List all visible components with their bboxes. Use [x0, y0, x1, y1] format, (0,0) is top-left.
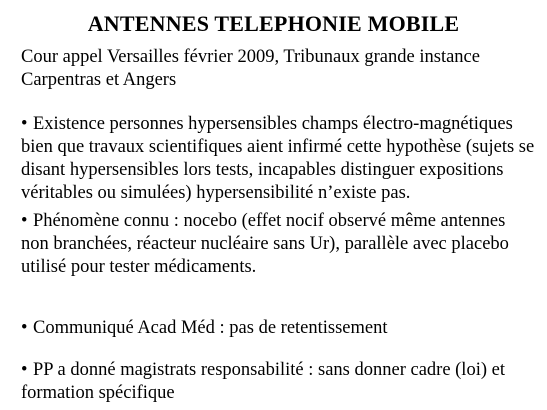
- bullet-marker: •: [21, 114, 28, 134]
- bullet-marker: •: [21, 211, 28, 231]
- bullet-text: Phénomène connu : nocebo (effet nocif observé même antennes non branchées, réacteur nucléaire sans Ur), parallèle avec placebo utilisé pour tester médicaments.: [21, 211, 509, 277]
- bullet-item-hypersensitivity: [21, 113, 536, 205]
- bullet-marker: •: [21, 360, 28, 380]
- bullet-item-academy-statement: [21, 317, 536, 340]
- bullet-item-nocebo: [21, 210, 536, 279]
- slide-title: ANTENNES TELEPHONIE MOBILE: [87, 11, 460, 36]
- bullet-item-magistrates: [21, 359, 536, 405]
- bullet-marker: •: [21, 318, 28, 338]
- bullet-text: PP a donné magistrats responsabilité : sans donner cadre (loi) et formation spécifique: [21, 360, 505, 403]
- bullet-text: Communiqué Acad Méd : pas de retentissement: [33, 318, 388, 338]
- slide-subtitle: Cour appel Versailles février 2009, Tribunaux grande instance Carpentras et Angers: [21, 47, 480, 90]
- bullet-text: Existence personnes hypersensibles champs électro-magnétiques bien que travaux scientifiques aient infirmé cette hypothèse (sujets se disant hypersensibles lors tests, incapables distinguer expositions véritables ou simulées) hypersensibilité n’existe pas.: [21, 114, 535, 203]
